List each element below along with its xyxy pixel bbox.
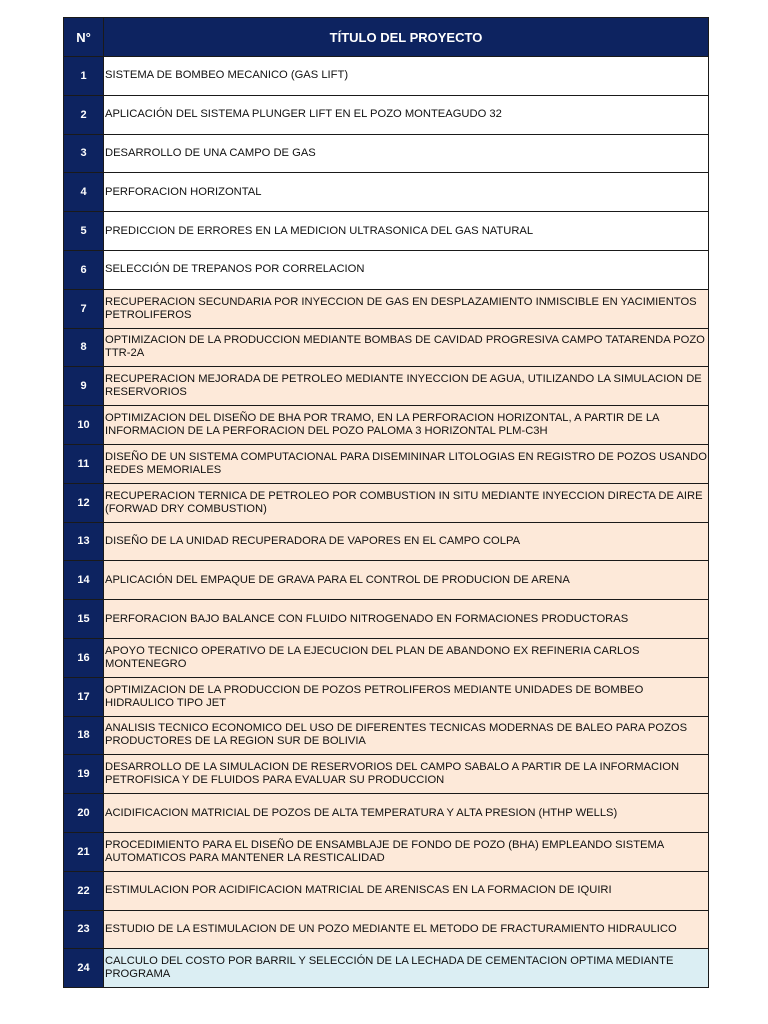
row-title: ACIDIFICACION MATRICIAL DE POZOS DE ALTA TEMPERATURA Y ALTA PRESION (HTHP WELLS) bbox=[104, 794, 709, 833]
row-title: OPTIMIZACION DE LA PRODUCCION MEDIANTE BOMBAS DE CAVIDAD PROGRESIVA CAMPO TATARENDA POZO TTR-2A bbox=[104, 328, 709, 367]
table-row bbox=[64, 367, 709, 406]
row-title: APLICACIÓN DEL EMPAQUE DE GRAVA PARA EL CONTROL DE PRODUCION DE ARENA bbox=[104, 561, 709, 600]
row-title: CALCULO DEL COSTO POR BARRIL Y SELECCIÓN DE LA LECHADA DE CEMENTACION OPTIMA MEDIANTE PROGRAMA bbox=[104, 949, 709, 988]
row-title: PREDICCION DE ERRORES EN LA MEDICION ULTRASONICA DEL GAS NATURAL bbox=[104, 212, 709, 251]
row-number: 24 bbox=[64, 949, 104, 988]
table-row bbox=[64, 910, 709, 949]
row-number: 22 bbox=[64, 871, 104, 910]
row-number: 14 bbox=[64, 561, 104, 600]
row-number: 15 bbox=[64, 600, 104, 639]
row-title: DISEÑO DE UN SISTEMA COMPUTACIONAL PARA DISEMININAR LITOLOGIAS EN REGISTRO DE POZOS USANDO REDES MEMORIALES bbox=[104, 444, 709, 483]
row-title: SISTEMA DE BOMBEO MECANICO (GAS LIFT) bbox=[104, 57, 709, 96]
row-number: 7 bbox=[64, 289, 104, 328]
row-title: RECUPERACION MEJORADA DE PETROLEO MEDIANTE INYECCION DE AGUA, UTILIZANDO LA SIMULACION DE RESERVORIOS bbox=[104, 367, 709, 406]
table-row bbox=[64, 522, 709, 561]
row-title: ESTIMULACION POR ACIDIFICACION MATRICIAL DE ARENISCAS EN LA FORMACION DE IQUIRI bbox=[104, 871, 709, 910]
table-row bbox=[64, 677, 709, 716]
header-title: TÍTULO DEL PROYECTO bbox=[104, 18, 709, 57]
row-number: 18 bbox=[64, 716, 104, 755]
row-title: DESARROLLO DE LA SIMULACION DE RESERVORIOS DEL CAMPO SABALO A PARTIR DE LA INFORMACION PETROFISICA Y DE FLUIDOS PARA EVALUAR SU PRODUCCION bbox=[104, 755, 709, 794]
row-title: DESARROLLO DE UNA CAMPO DE GAS bbox=[104, 134, 709, 173]
table-row bbox=[64, 832, 709, 871]
table-row bbox=[64, 794, 709, 833]
row-title: ESTUDIO DE LA ESTIMULACION DE UN POZO MEDIANTE EL METODO DE FRACTURAMIENTO HIDRAULICO bbox=[104, 910, 709, 949]
row-number: 23 bbox=[64, 910, 104, 949]
row-number: 9 bbox=[64, 367, 104, 406]
row-number: 10 bbox=[64, 406, 104, 445]
table-row bbox=[64, 561, 709, 600]
row-number: 20 bbox=[64, 794, 104, 833]
row-number: 5 bbox=[64, 212, 104, 251]
table-row bbox=[64, 289, 709, 328]
table-row bbox=[64, 444, 709, 483]
row-title: SELECCIÓN DE TREPANOS POR CORRELACION bbox=[104, 250, 709, 289]
row-number: 1 bbox=[64, 57, 104, 96]
table-row bbox=[64, 250, 709, 289]
project-table bbox=[63, 17, 709, 988]
table-header-row bbox=[64, 18, 709, 57]
row-title: DISEÑO DE LA UNIDAD RECUPERADORA DE VAPORES EN EL CAMPO COLPA bbox=[104, 522, 709, 561]
row-title: PROCEDIMIENTO PARA EL DISEÑO DE ENSAMBLAJE DE FONDO DE POZO (BHA) EMPLEANDO SISTEMA AUTOMATICOS PARA MANTENER LA RESTICALIDAD bbox=[104, 832, 709, 871]
row-number: 11 bbox=[64, 444, 104, 483]
row-number: 2 bbox=[64, 95, 104, 134]
row-number: 19 bbox=[64, 755, 104, 794]
row-number: 13 bbox=[64, 522, 104, 561]
table-row bbox=[64, 638, 709, 677]
row-title: OPTIMIZACION DEL DISEÑO DE BHA POR TRAMO, EN LA PERFORACION HORIZONTAL, A PARTIR DE LA INFORMACION DE LA PERFORACION DEL POZO PALOMA 3 HORIZONTAL PLM-C3H bbox=[104, 406, 709, 445]
table-row bbox=[64, 134, 709, 173]
row-title: OPTIMIZACION DE LA PRODUCCION DE POZOS PETROLIFEROS MEDIANTE UNIDADES DE BOMBEO HIDRAULICO TIPO JET bbox=[104, 677, 709, 716]
row-title: ANALISIS TECNICO ECONOMICO DEL USO DE DIFERENTES TECNICAS MODERNAS DE BALEO PARA POZOS PRODUCTORES DE LA REGION SUR DE BOLIVIA bbox=[104, 716, 709, 755]
table-row bbox=[64, 755, 709, 794]
row-title: RECUPERACION SECUNDARIA POR INYECCION DE GAS EN DESPLAZAMIENTO INMISCIBLE EN YACIMIENTOS PETROLIFEROS bbox=[104, 289, 709, 328]
table-row bbox=[64, 483, 709, 522]
row-number: 12 bbox=[64, 483, 104, 522]
table-row bbox=[64, 949, 709, 988]
row-number: 8 bbox=[64, 328, 104, 367]
row-title: PERFORACION BAJO BALANCE CON FLUIDO NITROGENADO EN FORMACIONES PRODUCTORAS bbox=[104, 600, 709, 639]
row-title: RECUPERACION TERNICA DE PETROLEO POR COMBUSTION IN SITU MEDIANTE INYECCION DIRECTA DE AIRE (FORWAD DRY COMBUSTION) bbox=[104, 483, 709, 522]
row-title: PERFORACION HORIZONTAL bbox=[104, 173, 709, 212]
table-row bbox=[64, 716, 709, 755]
row-number: 3 bbox=[64, 134, 104, 173]
table-row bbox=[64, 212, 709, 251]
row-title: APLICACIÓN DEL SISTEMA PLUNGER LIFT EN EL POZO MONTEAGUDO 32 bbox=[104, 95, 709, 134]
table-row bbox=[64, 95, 709, 134]
row-title: APOYO TECNICO OPERATIVO DE LA EJECUCION DEL PLAN DE ABANDONO EX REFINERIA CARLOS MONTENEGRO bbox=[104, 638, 709, 677]
row-number: 17 bbox=[64, 677, 104, 716]
table-row bbox=[64, 406, 709, 445]
row-number: 4 bbox=[64, 173, 104, 212]
header-number: N° bbox=[64, 18, 104, 57]
table-row bbox=[64, 600, 709, 639]
row-number: 6 bbox=[64, 250, 104, 289]
row-number: 16 bbox=[64, 638, 104, 677]
table-row bbox=[64, 173, 709, 212]
table-row bbox=[64, 871, 709, 910]
table-body bbox=[64, 57, 709, 988]
row-number: 21 bbox=[64, 832, 104, 871]
table-row bbox=[64, 328, 709, 367]
table-row bbox=[64, 57, 709, 96]
